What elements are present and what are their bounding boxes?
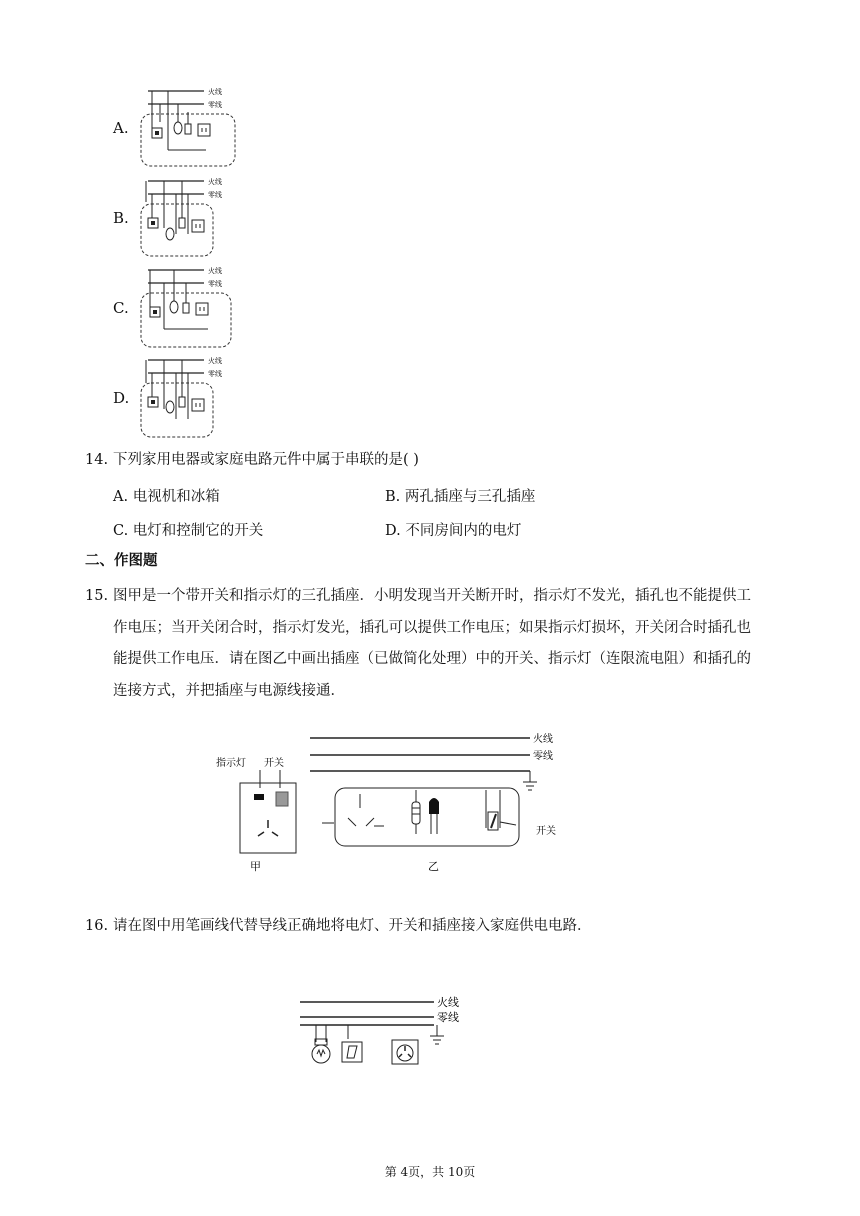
switch-side-label: 开关 [536, 826, 556, 837]
q14-choice-b[interactable] [385, 485, 535, 506]
q15-line: 能提供工作电压．请在图乙中画出插座（已做简化处理）中的开关、指示灯（连限流电阻）和插孔的 [113, 651, 751, 667]
live-wire-label: 火线 [533, 734, 553, 745]
neutral-wire-label: 零线 [437, 1011, 459, 1024]
option-c-circuit-diagram [138, 263, 238, 349]
choice-text: 两孔插座与三孔插座 [404, 489, 536, 505]
choice-text: 电视机和冰箱 [132, 489, 220, 505]
option-a-circuit-diagram [138, 84, 238, 170]
section-title: 二、作图题 [85, 553, 158, 569]
page-footer: 第 4页，共 10页 [384, 1165, 476, 1179]
indicator-label: 指示灯 [216, 758, 246, 769]
svg-text:火线: 火线 [208, 178, 222, 186]
q15-line: 作电压；当开关闭合时，指示灯发光，插孔可以提供工作电压；如果指示灯损坏，开关闭合时插孔也 [113, 619, 751, 636]
q14-choice-d[interactable] [385, 519, 521, 540]
q16-number: 16. [85, 918, 109, 934]
svg-text:火线: 火线 [208, 88, 222, 96]
option-d-label: D. [113, 389, 130, 407]
q16-circuit-figure [296, 994, 476, 1070]
option-d-circuit-diagram [138, 353, 238, 439]
q15-number: 15. [85, 588, 109, 604]
choice-letter: A. [113, 489, 129, 505]
option-c-label: C. [113, 299, 129, 317]
svg-text:火线: 火线 [208, 357, 222, 365]
q15-text [113, 581, 783, 707]
choice-letter: C. [113, 523, 129, 539]
figure-jia-label: 甲 [250, 860, 261, 873]
option-b-label: B. [113, 209, 129, 227]
choice-letter: D. [385, 523, 401, 539]
option-a-label: A. [113, 119, 129, 137]
option-b-circuit-diagram [138, 174, 238, 260]
q16-text: 请在图中用笔画线代替导线正确地将电灯、开关和插座接入家庭供电电路． [113, 918, 592, 934]
figure-yi-label: 乙 [428, 860, 439, 873]
q15-line: 连接方式，并把插座与电源线接通． [113, 682, 345, 699]
choice-text: 不同房间内的电灯 [405, 523, 522, 539]
choice-text: 电灯和控制它的开关 [132, 523, 264, 539]
choice-letter: B. [385, 489, 401, 505]
q14-choice-c[interactable] [113, 519, 263, 540]
neutral-wire-label: 零线 [533, 751, 553, 762]
switch-label: 开关 [264, 758, 284, 769]
q14-choice-a[interactable] [113, 485, 220, 506]
svg-text:零线: 零线 [208, 280, 222, 288]
svg-text:火线: 火线 [208, 267, 222, 275]
q15-line: 图甲是一个带开关和指示灯的三孔插座．小明发现当开关断开时，指示灯不发光，插孔也不能提供工 [113, 588, 751, 604]
svg-text:零线: 零线 [208, 370, 222, 378]
q14-stem: 下列家用电器或家庭电路元件中属于串联的是( ) [113, 452, 419, 468]
q14-number: 14. [85, 452, 109, 468]
q15-socket-figure [210, 728, 570, 880]
live-wire-label: 火线 [437, 996, 459, 1009]
svg-text:零线: 零线 [208, 101, 222, 109]
svg-text:零线: 零线 [208, 191, 222, 199]
